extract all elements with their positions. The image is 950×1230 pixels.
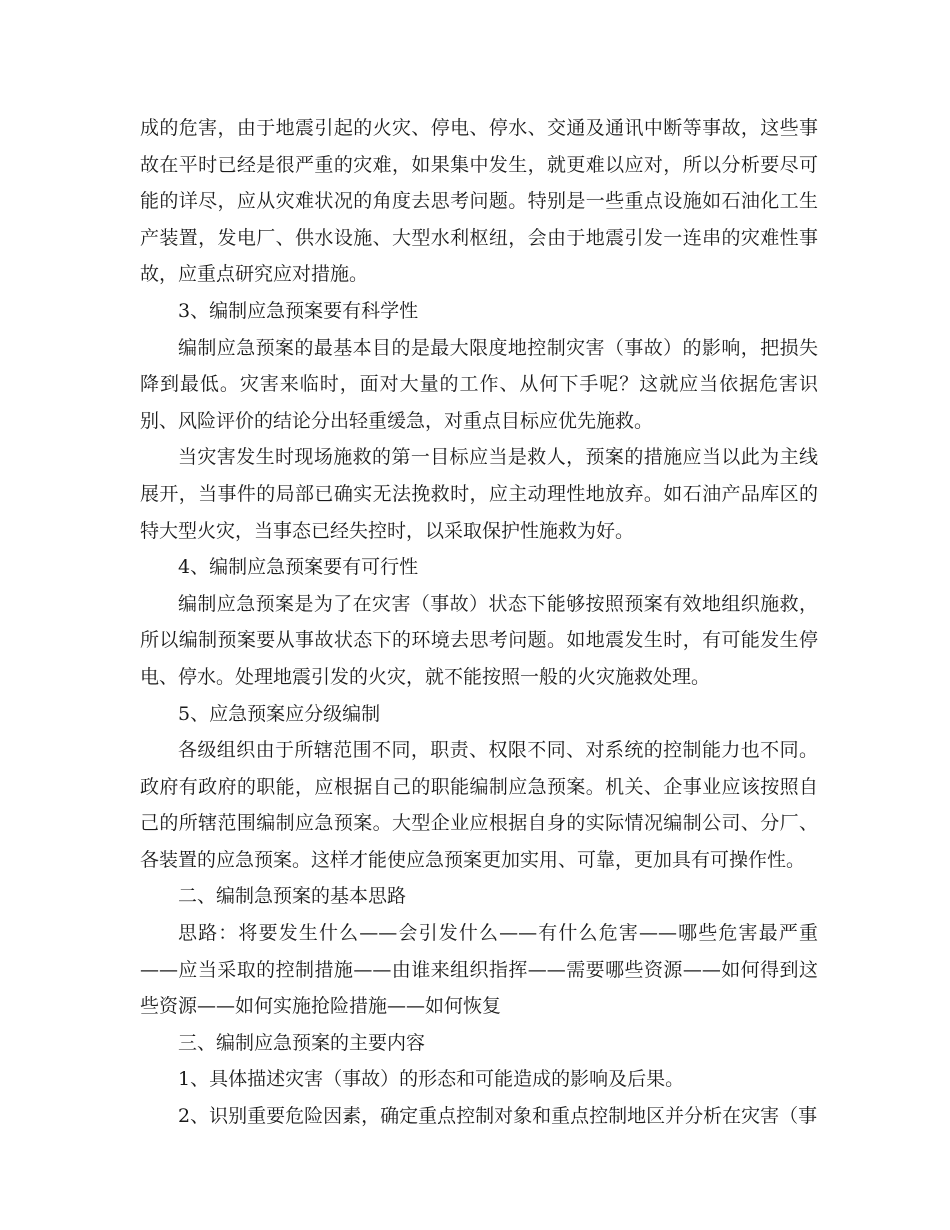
- paragraph-1: 成的危害，由于地震引起的火灾、停电、停水、交通及通讯中断等事故，这些事故在平时已经是很严重的灾难，如果集中发生，就更难以应对，所以分析要尽可能的详尽，应从灾难状况的角度去思考问题。特别是一些重点设施如石油化工生产装置，发电厂、供水设施、大型水利枢纽，会由于地震引发一连串的灾难性事故，应重点研究应对措施。: [140, 117, 818, 286]
- paragraph-5: 各级组织由于所辖范围不同，职责、权限不同、对系统的控制能力也不同。政府有政府的职能，应根据自己的职能编制应急预案。机关、企事业应该按照自己的所辖范围编制应急预案。大型企业应根据自身的实际情况编制公司、分厂、各装置的应急预案。这样才能使应急预案更加实用、可靠，更加具有可操作性。: [140, 739, 818, 871]
- section-heading-3: 3、编制应急预案要有科学性: [178, 299, 419, 322]
- section-heading-two: 二、编制急预案的基本思路: [178, 885, 407, 908]
- paragraph-2: 编制应急预案的最基本目的是最大限度地控制灾害（事故）的影响，把损失降到最低。灾害来临时，面对大量的工作、从何下手呢？这就应当依据危害识别、风险评价的结论分出轻重缓急，对重点目标应优先施救。: [140, 336, 818, 432]
- paragraph-3: 当灾害发生时现场施救的第一目标应当是救人，预案的措施应当以此为主线展开，当事件的局部已确实无法挽救时，应主动理性地放弃。如石油产品库区的特大型火灾，当事态已经失控时，以采取保护性施救为好。: [140, 446, 818, 542]
- document-body: [140, 110, 818, 1135]
- section-heading-4: 4、编制应急预案要有可行性: [178, 556, 419, 579]
- list-item-1: 1、具体描述灾害（事故）的形态和可能造成的影响及后果。: [178, 1068, 685, 1091]
- section-heading-5: 5、应急预案应分级编制: [178, 702, 381, 725]
- paragraph-4: 编制应急预案是为了在灾害（事故）状态下能够按照预案有效地组织施救，所以编制预案要从事故状态下的环境去思考问题。如地震发生时，有可能发生停电、停水。处理地震引发的火灾，就不能按照一般的火灾施救处理。: [140, 592, 818, 688]
- paragraph-approach: 思路：将要发生什么——会引发什么——有什么危害——哪些危害最严重——应当采取的控制措施——由谁来组织指挥——需要哪些资源——如何得到这些资源——如何实施抢险措施——如何恢复: [140, 922, 818, 1018]
- list-item-2: 2、识别重要危险因素，确定重点控制对象和重点控制地区并分析在灾害（事: [178, 1105, 818, 1128]
- section-heading-three: 三、编制应急预案的主要内容: [178, 1031, 426, 1054]
